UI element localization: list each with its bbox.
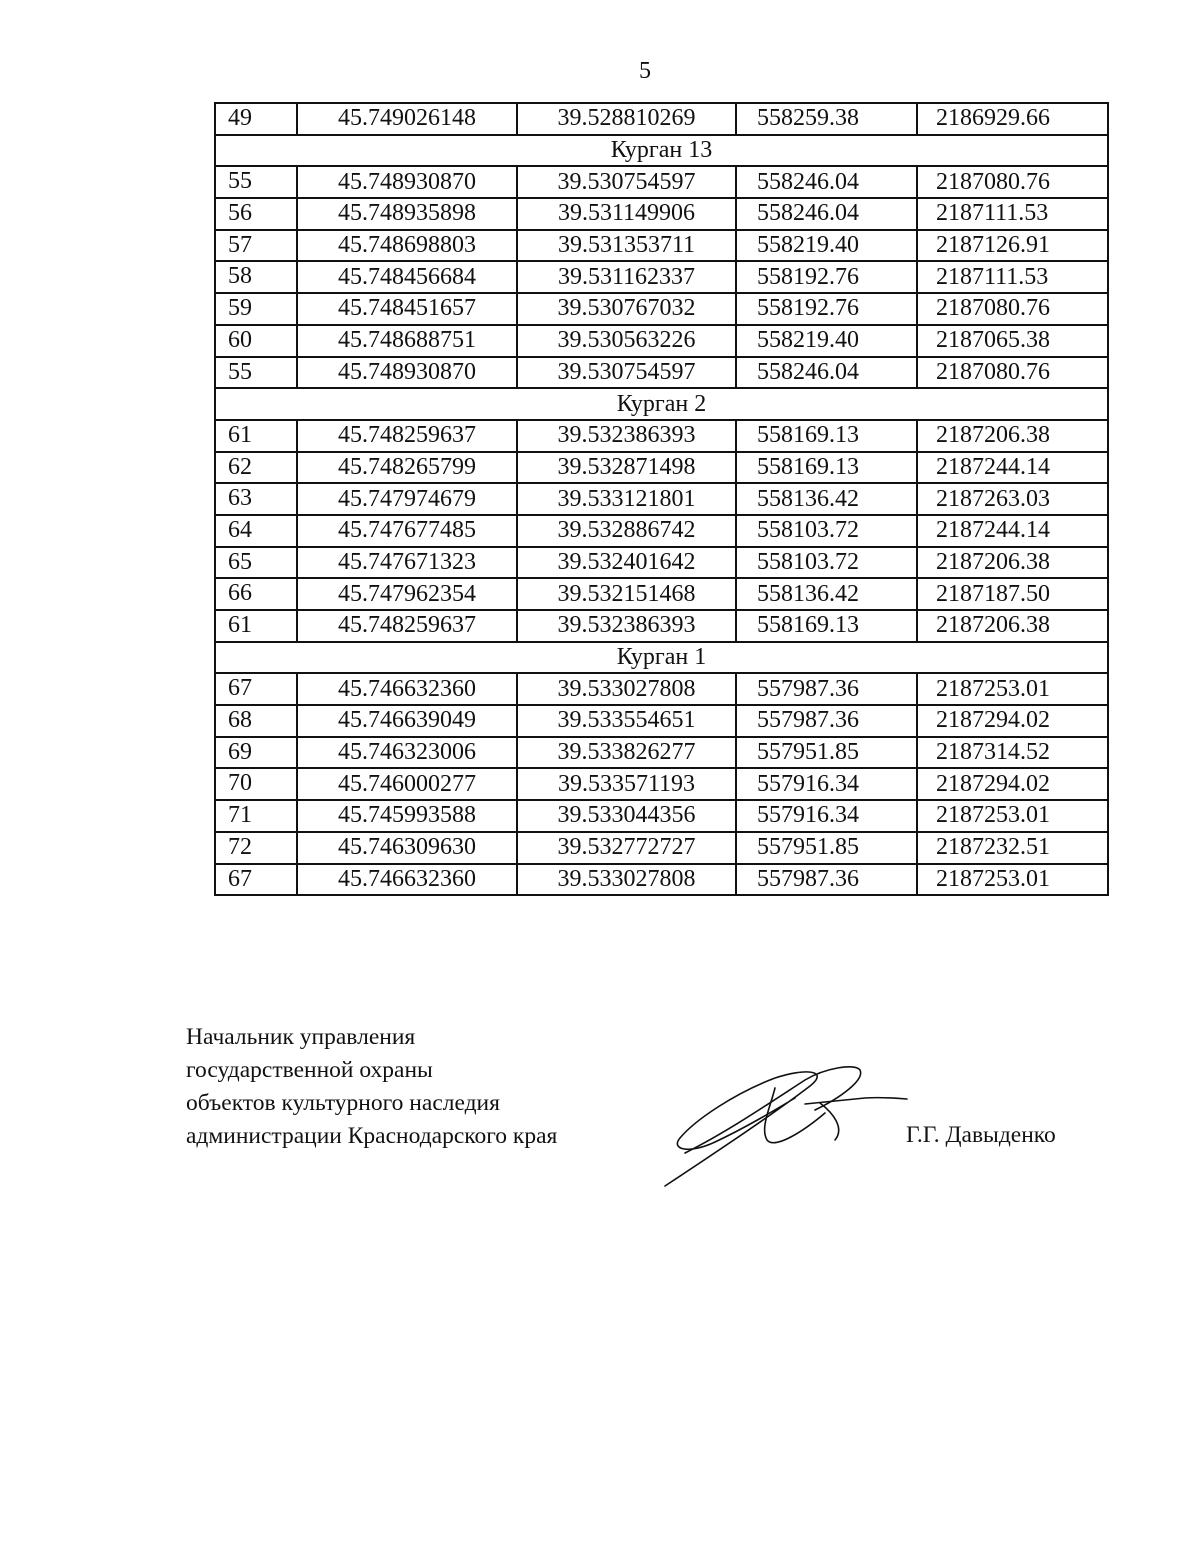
table-row xyxy=(215,483,1108,515)
point-number: 64 xyxy=(215,515,297,547)
point-number: 68 xyxy=(215,705,297,737)
x-coordinate-cell: 558219.40 xyxy=(736,230,917,262)
section-title: Курган 1 xyxy=(215,642,1108,674)
signatory-position-line: государственной охраны xyxy=(186,1057,433,1083)
longitude-cell: 39.532386393 xyxy=(517,420,736,452)
latitude-cell: 45.748265799 xyxy=(297,452,517,484)
x-coordinate-cell: 557987.36 xyxy=(736,673,917,705)
y-coordinate-cell: 2187111.53 xyxy=(917,261,1108,293)
point-number: 63 xyxy=(215,483,297,515)
x-coordinate-cell: 557951.85 xyxy=(736,737,917,769)
x-coordinate-cell: 557951.85 xyxy=(736,832,917,864)
x-coordinate-cell: 558169.13 xyxy=(736,452,917,484)
table-row xyxy=(215,547,1108,579)
y-coordinate-cell: 2187065.38 xyxy=(917,325,1108,357)
longitude-cell: 39.528810269 xyxy=(517,103,736,135)
longitude-cell: 39.533826277 xyxy=(517,737,736,769)
table-row xyxy=(215,357,1108,389)
latitude-cell: 45.748688751 xyxy=(297,325,517,357)
table-row xyxy=(215,198,1108,230)
x-coordinate-cell: 558136.42 xyxy=(736,483,917,515)
table-row xyxy=(215,420,1108,452)
latitude-cell: 45.747974679 xyxy=(297,483,517,515)
latitude-cell: 45.747962354 xyxy=(297,578,517,610)
point-number: 61 xyxy=(215,610,297,642)
point-number: 56 xyxy=(215,198,297,230)
table-row xyxy=(215,673,1108,705)
point-number: 71 xyxy=(215,800,297,832)
y-coordinate-cell: 2187206.38 xyxy=(917,610,1108,642)
handwritten-signature xyxy=(655,1058,915,1193)
latitude-cell: 45.748451657 xyxy=(297,293,517,325)
y-coordinate-cell: 2187263.03 xyxy=(917,483,1108,515)
longitude-cell: 39.530754597 xyxy=(517,357,736,389)
y-coordinate-cell: 2187232.51 xyxy=(917,832,1108,864)
point-number: 58 xyxy=(215,261,297,293)
signatory-position xyxy=(186,1021,557,1153)
point-number: 49 xyxy=(215,103,297,135)
y-coordinate-cell: 2187206.38 xyxy=(917,420,1108,452)
y-coordinate-cell: 2187126.91 xyxy=(917,230,1108,262)
longitude-cell: 39.533044356 xyxy=(517,800,736,832)
table-row xyxy=(215,293,1108,325)
point-number: 67 xyxy=(215,673,297,705)
x-coordinate-cell: 558246.04 xyxy=(736,357,917,389)
latitude-cell: 45.747677485 xyxy=(297,515,517,547)
table-row xyxy=(215,610,1108,642)
x-coordinate-cell: 558192.76 xyxy=(736,261,917,293)
y-coordinate-cell: 2187253.01 xyxy=(917,673,1108,705)
x-coordinate-cell: 557916.34 xyxy=(736,800,917,832)
y-coordinate-cell: 2187253.01 xyxy=(917,800,1108,832)
point-number: 67 xyxy=(215,864,297,896)
table-row xyxy=(215,832,1108,864)
x-coordinate-cell: 557987.36 xyxy=(736,705,917,737)
y-coordinate-cell: 2187111.53 xyxy=(917,198,1108,230)
longitude-cell: 39.533027808 xyxy=(517,864,736,896)
latitude-cell: 45.746000277 xyxy=(297,768,517,800)
latitude-cell: 45.748935898 xyxy=(297,198,517,230)
page-number: 5 xyxy=(639,58,651,84)
point-number: 69 xyxy=(215,737,297,769)
table-row xyxy=(215,705,1108,737)
x-coordinate-cell: 558169.13 xyxy=(736,610,917,642)
latitude-cell: 45.748930870 xyxy=(297,357,517,389)
x-coordinate-cell: 558219.40 xyxy=(736,325,917,357)
longitude-cell: 39.532772727 xyxy=(517,832,736,864)
table-row xyxy=(215,800,1108,832)
x-coordinate-cell: 558246.04 xyxy=(736,198,917,230)
latitude-cell: 45.749026148 xyxy=(297,103,517,135)
point-number: 62 xyxy=(215,452,297,484)
table-row xyxy=(215,737,1108,769)
latitude-cell: 45.746632360 xyxy=(297,864,517,896)
longitude-cell: 39.531353711 xyxy=(517,230,736,262)
signatory-position-line: администрации Краснодарского края xyxy=(186,1123,558,1149)
y-coordinate-cell: 2187206.38 xyxy=(917,547,1108,579)
point-number: 61 xyxy=(215,420,297,452)
y-coordinate-cell: 2187080.76 xyxy=(917,166,1108,198)
y-coordinate-cell: 2186929.66 xyxy=(917,103,1108,135)
section-header-row xyxy=(215,388,1108,420)
latitude-cell: 45.748698803 xyxy=(297,230,517,262)
y-coordinate-cell: 2187244.14 xyxy=(917,452,1108,484)
point-number: 65 xyxy=(215,547,297,579)
point-number: 70 xyxy=(215,768,297,800)
latitude-cell: 45.746309630 xyxy=(297,832,517,864)
x-coordinate-cell: 558259.38 xyxy=(736,103,917,135)
latitude-cell: 45.746323006 xyxy=(297,737,517,769)
signatory-position-line: объектов культурного наследия xyxy=(186,1090,500,1116)
x-coordinate-cell: 558103.72 xyxy=(736,515,917,547)
longitude-cell: 39.532151468 xyxy=(517,578,736,610)
longitude-cell: 39.533554651 xyxy=(517,705,736,737)
latitude-cell: 45.748259637 xyxy=(297,610,517,642)
longitude-cell: 39.532386393 xyxy=(517,610,736,642)
coordinates-table-body xyxy=(215,103,1108,895)
table-row xyxy=(215,515,1108,547)
longitude-cell: 39.533121801 xyxy=(517,483,736,515)
longitude-cell: 39.530767032 xyxy=(517,293,736,325)
x-coordinate-cell: 558169.13 xyxy=(736,420,917,452)
y-coordinate-cell: 2187244.14 xyxy=(917,515,1108,547)
y-coordinate-cell: 2187080.76 xyxy=(917,293,1108,325)
table-row xyxy=(215,452,1108,484)
signatory-position-line: Начальник управления xyxy=(186,1024,416,1050)
latitude-cell: 45.748259637 xyxy=(297,420,517,452)
latitude-cell: 45.745993588 xyxy=(297,800,517,832)
x-coordinate-cell: 557987.36 xyxy=(736,864,917,896)
x-coordinate-cell: 558136.42 xyxy=(736,578,917,610)
latitude-cell: 45.746632360 xyxy=(297,673,517,705)
section-header-row xyxy=(215,642,1108,674)
section-title: Курган 13 xyxy=(215,135,1108,167)
coordinates-table xyxy=(214,102,1109,896)
longitude-cell: 39.532886742 xyxy=(517,515,736,547)
longitude-cell: 39.531149906 xyxy=(517,198,736,230)
table-row xyxy=(215,578,1108,610)
section-title: Курган 2 xyxy=(215,388,1108,420)
x-coordinate-cell: 558103.72 xyxy=(736,547,917,579)
table-row xyxy=(215,864,1108,896)
signatory-name: Г.Г. Давыденко xyxy=(906,1122,1056,1148)
longitude-cell: 39.530563226 xyxy=(517,325,736,357)
table-row xyxy=(215,261,1108,293)
point-number: 55 xyxy=(215,166,297,198)
x-coordinate-cell: 558192.76 xyxy=(736,293,917,325)
latitude-cell: 45.747671323 xyxy=(297,547,517,579)
y-coordinate-cell: 2187253.01 xyxy=(917,864,1108,896)
longitude-cell: 39.532871498 xyxy=(517,452,736,484)
longitude-cell: 39.530754597 xyxy=(517,166,736,198)
table-row xyxy=(215,325,1108,357)
point-number: 59 xyxy=(215,293,297,325)
latitude-cell: 45.748456684 xyxy=(297,261,517,293)
point-number: 55 xyxy=(215,357,297,389)
latitude-cell: 45.748930870 xyxy=(297,166,517,198)
y-coordinate-cell: 2187314.52 xyxy=(917,737,1108,769)
table-row xyxy=(215,230,1108,262)
x-coordinate-cell: 557916.34 xyxy=(736,768,917,800)
point-number: 66 xyxy=(215,578,297,610)
y-coordinate-cell: 2187080.76 xyxy=(917,357,1108,389)
y-coordinate-cell: 2187294.02 xyxy=(917,768,1108,800)
longitude-cell: 39.531162337 xyxy=(517,261,736,293)
section-header-row xyxy=(215,135,1108,167)
longitude-cell: 39.532401642 xyxy=(517,547,736,579)
longitude-cell: 39.533027808 xyxy=(517,673,736,705)
longitude-cell: 39.533571193 xyxy=(517,768,736,800)
y-coordinate-cell: 2187187.50 xyxy=(917,578,1108,610)
table-row xyxy=(215,103,1108,135)
y-coordinate-cell: 2187294.02 xyxy=(917,705,1108,737)
table-row xyxy=(215,166,1108,198)
point-number: 57 xyxy=(215,230,297,262)
point-number: 60 xyxy=(215,325,297,357)
latitude-cell: 45.746639049 xyxy=(297,705,517,737)
x-coordinate-cell: 558246.04 xyxy=(736,166,917,198)
point-number: 72 xyxy=(215,832,297,864)
table-row xyxy=(215,768,1108,800)
